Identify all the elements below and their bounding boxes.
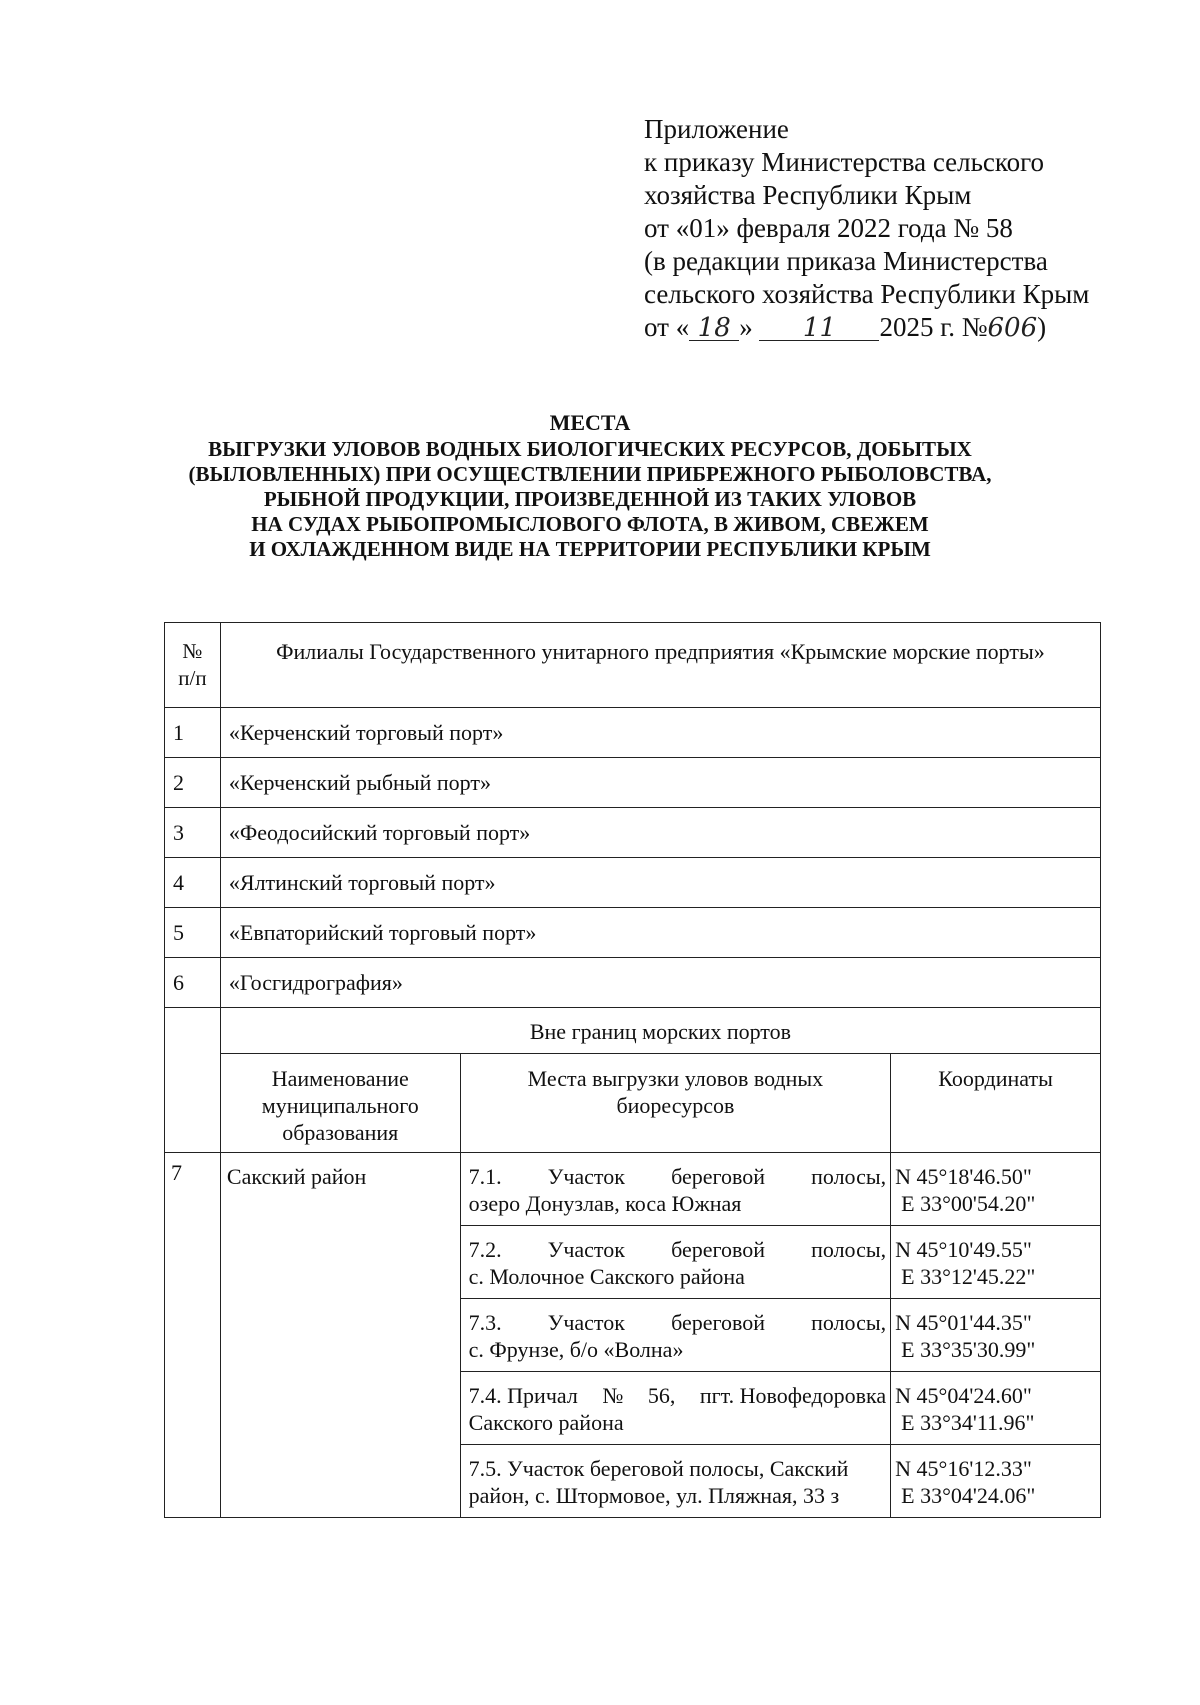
table-row <box>165 758 1101 808</box>
handwritten-day: 18 <box>689 312 739 341</box>
coordinates <box>891 1372 1101 1445</box>
appendix-line: от «01» февраля 2022 года № 58 <box>644 213 1013 243</box>
appendix-line: Приложение <box>644 114 789 144</box>
appendix-line: (в редакции приказа Министерства <box>644 246 1048 276</box>
place-line: с. Молочное Сакского района <box>468 1264 745 1289</box>
coordinates <box>891 1226 1101 1299</box>
table-row <box>165 908 1101 958</box>
date-prefix: от « <box>644 312 690 342</box>
row-number: 1 <box>165 708 221 758</box>
row-number: 6 <box>165 958 221 1008</box>
longitude: E 33°35'30.99" <box>901 1337 1036 1362</box>
coordinates <box>891 1299 1101 1372</box>
place-word: полосы, <box>811 1237 887 1262</box>
landing-place <box>460 1372 891 1445</box>
appendix-line: к приказу Министерства сельского <box>644 147 1045 177</box>
header-number-cell <box>165 623 221 708</box>
handwritten-month: 11 <box>759 312 879 341</box>
latitude: N 45°04'24.60" <box>895 1383 1032 1408</box>
landing-place <box>460 1153 891 1226</box>
landing-place <box>460 1299 891 1372</box>
landing-place <box>460 1445 891 1518</box>
place-word: 7.3. <box>468 1310 502 1335</box>
place-word: 7.1. <box>468 1164 502 1189</box>
year-text: 2025 г. № <box>879 312 988 342</box>
port-name: «Ялтинский торговый порт» <box>220 858 1100 908</box>
outside-ports-row <box>165 1008 1101 1054</box>
place-line: район, с. Штормовое, ул. Пляжная, 33 з <box>468 1483 840 1508</box>
title-line: НА СУДАХ РЫБОПРОМЫСЛОВОГО ФЛОТА, В ЖИВОМ, СВЕЖЕМ <box>251 512 929 536</box>
place-word: полосы, <box>811 1164 887 1189</box>
handwritten-number: 606 <box>987 313 1038 343</box>
landing-place <box>460 1226 891 1299</box>
place-word: береговой <box>671 1310 765 1335</box>
municipality-name: Сакский район <box>220 1153 460 1518</box>
table-row <box>165 858 1101 908</box>
outside-ports-label: Вне границ морских портов <box>220 1008 1100 1054</box>
header-num-pp: п/п <box>178 666 207 690</box>
appendix-line: сельского хозяйства Республики Крым <box>644 279 1090 309</box>
longitude: E 33°00'54.20" <box>901 1191 1036 1216</box>
column-header-row <box>165 1054 1101 1153</box>
col-municipality-line: Наименование <box>271 1066 409 1091</box>
amendment-date-line <box>644 311 1089 345</box>
appendix-header <box>644 113 1089 345</box>
col-places-header <box>460 1054 891 1153</box>
col-places-line: Места выгрузки уловов водных <box>527 1066 824 1091</box>
col-coordinates-header: Координаты <box>891 1054 1101 1153</box>
table-row <box>165 708 1101 758</box>
place-line: Сакского района <box>468 1410 624 1435</box>
longitude: E 33°12'45.22" <box>901 1264 1036 1289</box>
place-line: с. Фрунзе, б/о «Волна» <box>468 1337 684 1362</box>
place-word: Участок <box>547 1310 625 1335</box>
title-line: МЕСТА <box>549 410 631 435</box>
place-line: озеро Донузлав, коса Южная <box>468 1191 742 1216</box>
appendix-line: хозяйства Республики Крым <box>644 180 972 210</box>
latitude: N 45°01'44.35" <box>895 1310 1032 1335</box>
place-word: № <box>602 1383 624 1408</box>
document-title <box>150 410 1030 562</box>
place-word: Участок <box>547 1237 625 1262</box>
latitude: N 45°16'12.33" <box>895 1456 1032 1481</box>
latitude: N 45°18'46.50" <box>895 1164 1032 1189</box>
port-name: «Госгидрография» <box>220 958 1100 1008</box>
title-line: ВЫГРУЗКИ УЛОВОВ ВОДНЫХ БИОЛОГИЧЕСКИХ РЕСУРСОВ, ДОБЫТЫХ <box>208 437 972 461</box>
place-word: 7.5. Участок береговой полосы, Сакский <box>468 1456 849 1481</box>
title-line: И ОХЛАЖДЕННОМ ВИДЕ НА ТЕРРИТОРИИ РЕСПУБЛИКИ КРЫМ <box>249 537 931 561</box>
port-name: «Феодосийский торговый порт» <box>220 808 1100 858</box>
header-num-sign: № <box>182 639 203 663</box>
row-number: 4 <box>165 858 221 908</box>
table-row <box>165 958 1101 1008</box>
row-number: 3 <box>165 808 221 858</box>
place-word: 7.4. Причал <box>468 1383 578 1408</box>
table-row <box>165 808 1101 858</box>
col-municipality-line: образования <box>282 1120 399 1145</box>
coordinates <box>891 1153 1101 1226</box>
place-word: пгт. Новофедоровка <box>699 1383 887 1408</box>
table-header-row <box>165 623 1101 708</box>
row-number: 5 <box>165 908 221 958</box>
header-branches-cell: Филиалы Государственного унитарного предприятия «Крымские морские порты» <box>220 623 1100 708</box>
table-row <box>165 1153 1101 1226</box>
group-number: 7 <box>165 1153 221 1518</box>
port-name: «Керченский рыбный порт» <box>220 758 1100 808</box>
latitude: N 45°10'49.55" <box>895 1237 1032 1262</box>
longitude: E 33°34'11.96" <box>901 1410 1035 1435</box>
col-places-line: биоресурсов <box>616 1093 735 1118</box>
close-paren: ) <box>1037 312 1047 342</box>
title-line: (ВЫЛОВЛЕННЫХ) ПРИ ОСУЩЕСТВЛЕНИИ ПРИБРЕЖНОГО РЫБОЛОВСТВА, <box>188 462 992 486</box>
quote-close: » <box>739 312 753 342</box>
col-municipality-line: муниципального <box>261 1093 419 1118</box>
port-name: «Керченский торговый порт» <box>220 708 1100 758</box>
place-word: полосы, <box>811 1310 887 1335</box>
place-word: Участок <box>547 1164 625 1189</box>
title-line: РЫБНОЙ ПРОДУКЦИИ, ПРОИЗВЕДЕННОЙ ИЗ ТАКИХ УЛОВОВ <box>263 487 917 511</box>
place-word: береговой <box>671 1237 765 1262</box>
longitude: E 33°04'24.06" <box>901 1483 1036 1508</box>
place-word: 56, <box>647 1383 676 1408</box>
col-municipality-header <box>220 1054 460 1153</box>
place-word: береговой <box>671 1164 765 1189</box>
row-number: 2 <box>165 758 221 808</box>
port-name: «Евпаторийский торговый порт» <box>220 908 1100 958</box>
coordinates <box>891 1445 1101 1518</box>
landing-places-table <box>164 622 1101 1518</box>
place-word: 7.2. <box>468 1237 502 1262</box>
empty-number-cell <box>165 1008 221 1153</box>
